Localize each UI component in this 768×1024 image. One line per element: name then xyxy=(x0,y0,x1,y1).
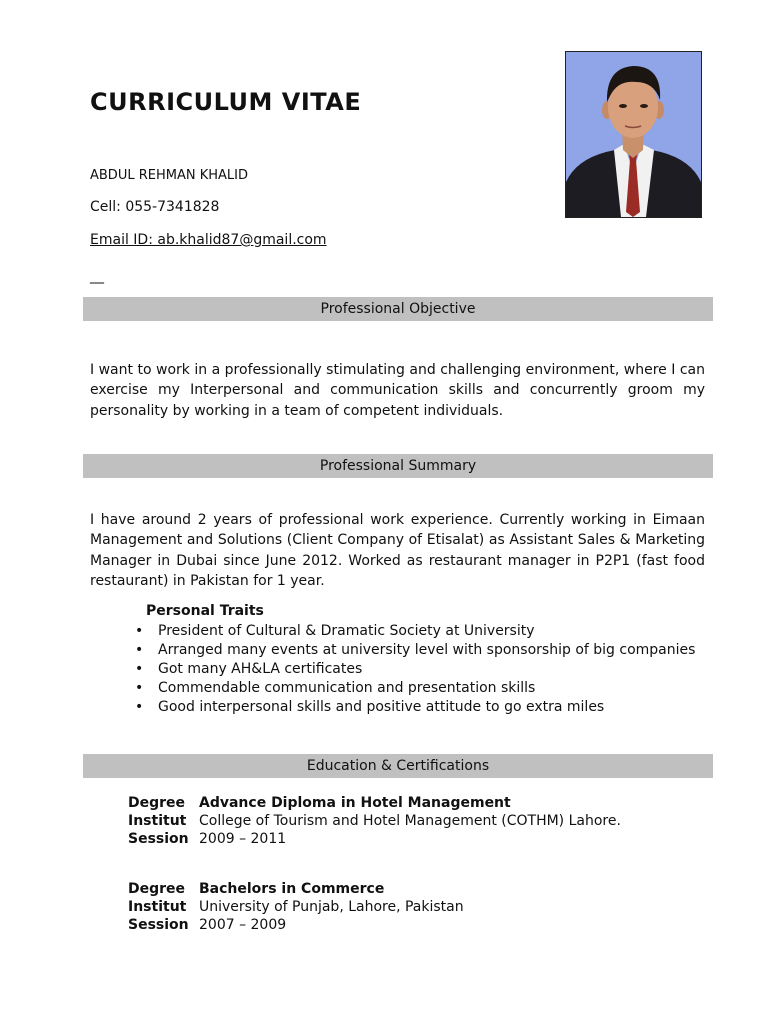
section-title: Professional Objective xyxy=(320,301,476,317)
institute-value: College of Tourism and Hotel Management (COTHM) Lahore. xyxy=(199,813,621,829)
institute-label: Institut xyxy=(128,813,187,829)
portrait-image xyxy=(566,52,701,217)
degree-value: Advance Diploma in Hotel Management xyxy=(199,795,511,811)
education-header xyxy=(83,754,713,778)
session-row xyxy=(128,916,464,934)
list-item: • Good interpersonal skills and positive attitude to go extra miles xyxy=(158,698,705,717)
objective-paragraph: I want to work in a professionally stimulating and challenging environment, where I can exercise my Interpersonal and communication skills and concurrently groom my personality by working in a team of competent individuals. xyxy=(90,362,705,419)
session-value: 2009 – 2011 xyxy=(199,831,287,847)
section-title: Education & Certifications xyxy=(306,758,490,774)
cv-title: CURRICULUM VITAE xyxy=(90,88,362,116)
session-label: Session xyxy=(128,831,189,847)
phone-number: Cell: 055-7341828 xyxy=(90,199,220,215)
list-item: • Arranged many events at university level with sponsorship of big companies xyxy=(158,641,705,660)
degree-label: Degree xyxy=(128,881,186,897)
degree-row xyxy=(128,880,464,898)
section-title: Professional Summary xyxy=(319,458,477,474)
degree-label: Degree xyxy=(128,795,186,811)
institute-value: University of Punjab, Lahore, Pakistan xyxy=(199,899,464,915)
education-entry xyxy=(128,880,464,934)
summary-paragraph: I have around 2 years of professional work experience. Currently working in Eimaan Management and Solutions (Client Company of Etisalat) as Assistant Sales & Marketing Manager in Dubai since June 2012. Worked as restaurant manager in P2P1 (fast food restaurant) in Pakistan for 1 year. xyxy=(90,512,705,589)
session-value: 2007 – 2009 xyxy=(199,917,287,933)
session-row xyxy=(128,830,621,848)
list-item: • Got many AH&LA certificates xyxy=(158,660,705,679)
session-label: Session xyxy=(128,917,189,933)
list-item: • Commendable communication and presentation skills xyxy=(158,679,705,698)
profile-photo xyxy=(565,51,702,218)
degree-value: Bachelors in Commerce xyxy=(199,881,385,897)
separator-dash: __ xyxy=(90,268,104,284)
personal-traits-list xyxy=(158,622,705,717)
institute-row xyxy=(128,812,621,830)
personal-traits-title: Personal Traits xyxy=(146,603,264,619)
list-item: • President of Cultural & Dramatic Society at University xyxy=(158,622,705,641)
institute-label: Institut xyxy=(128,899,187,915)
institute-row xyxy=(128,898,464,916)
applicant-name: ABDUL REHMAN KHALID xyxy=(90,168,248,183)
degree-row xyxy=(128,794,621,812)
professional-objective-header xyxy=(83,297,713,321)
email-link[interactable]: Email ID: ab.khalid87@gmail.com xyxy=(90,232,327,248)
professional-summary-header xyxy=(83,454,713,478)
education-entry xyxy=(128,794,621,848)
